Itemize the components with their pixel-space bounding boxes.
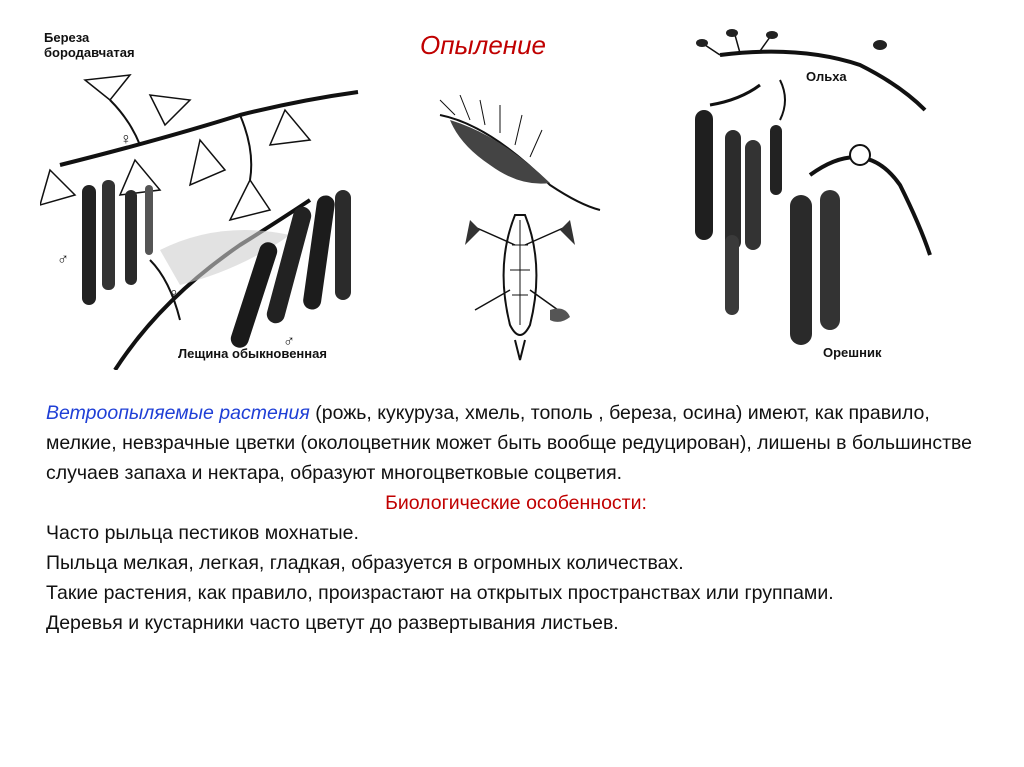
intro-paragraph — [46, 398, 986, 488]
hazel-label: Лещина обыкновенная — [178, 346, 327, 361]
birch-label: Береза бородавчатая — [44, 30, 135, 60]
male-symbol: ♂ — [57, 251, 69, 268]
female-symbol: ♀ — [120, 131, 132, 148]
intro-lead: Ветроопыляемые растения — [46, 402, 310, 424]
birch-hazel-illustration — [40, 70, 370, 370]
hazelnut-label: Орешник — [823, 345, 882, 360]
body-text — [46, 398, 986, 638]
intro-rest: (рожь, кукуруза, хмель, тополь , береза, осина) имеют, как правило, мелкие, невзрачные цветки (околоцветник может быть вообще редуцирован), лишены в большинстве случаев запаха и нектара, образуют многоцветковые соцветия. — [46, 402, 972, 484]
rye-illustration — [430, 95, 610, 365]
feature-item: Такие растения, как правило, произрастают на открытых пространствах или группами. — [46, 582, 834, 604]
feature-item: Часто рыльца пестиков мохнатые. — [46, 522, 359, 544]
male-symbol-2: ♂ — [283, 333, 295, 350]
female-symbol-2: ♀ — [168, 286, 180, 303]
slide-title: Опыление — [420, 30, 547, 60]
features-heading: Биологические особенности: — [385, 492, 647, 514]
alder-label: Ольха — [806, 69, 847, 84]
feature-item: Пыльца мелкая, легкая, гладкая, образуется в огромных количествах. — [46, 552, 684, 574]
feature-item: Деревья и кустарники часто цветут до развертывания листьев. — [46, 612, 619, 634]
